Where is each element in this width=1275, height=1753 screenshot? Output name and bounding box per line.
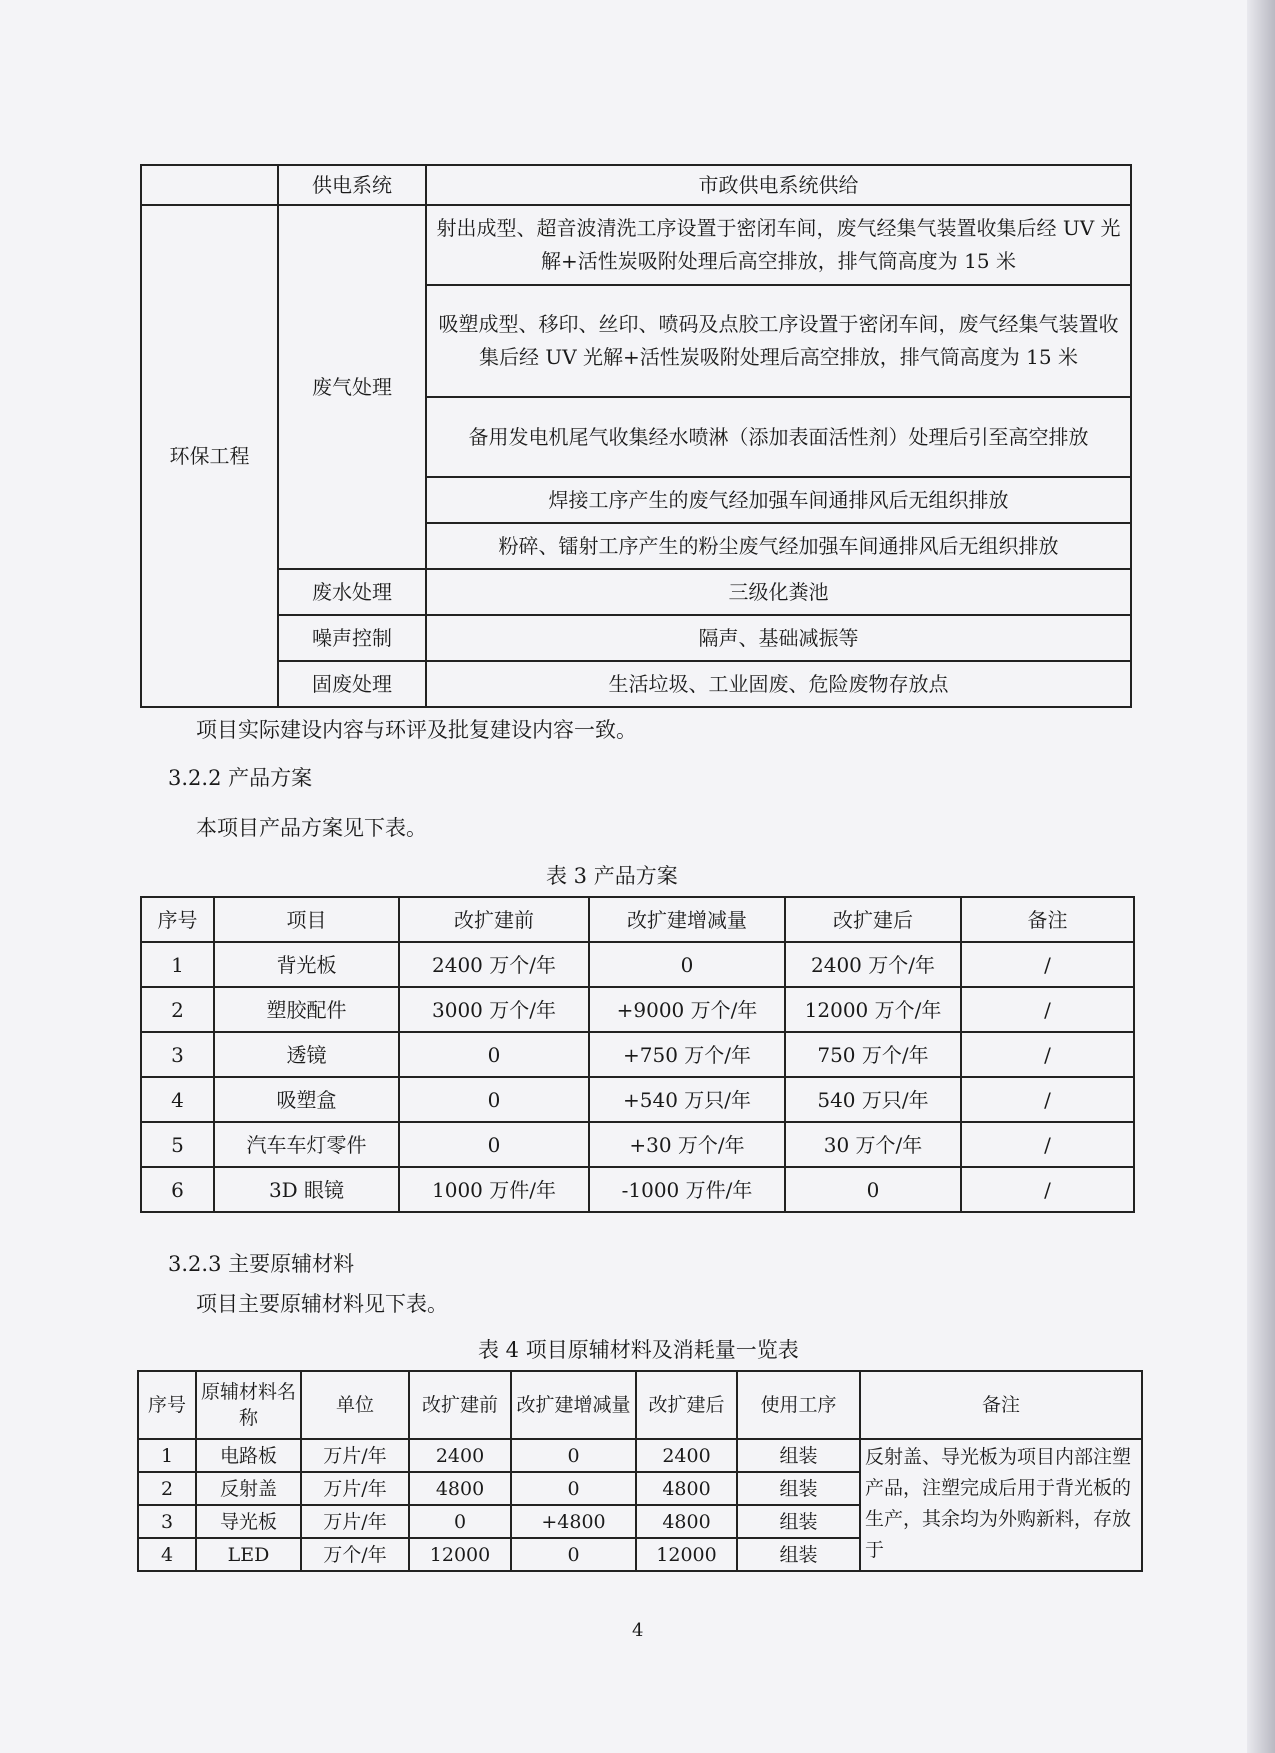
cell: 3000 万个/年 (399, 987, 589, 1032)
cell: 6 (141, 1167, 214, 1212)
table-row (141, 1167, 1134, 1212)
paragraph-consistency: 项目实际建设内容与环评及批复建设内容一致。 (196, 718, 637, 742)
th-note: 备注 (860, 1371, 1142, 1439)
th-seq: 序号 (138, 1371, 196, 1439)
section-heading-322: 3.2.2 产品方案 (168, 766, 313, 790)
env-works-table (140, 164, 1132, 708)
cell: 汽车车灯零件 (214, 1122, 399, 1167)
cell: 3 (138, 1505, 196, 1538)
env-sub-power: 供电系统 (278, 165, 426, 205)
env-category: 环保工程 (141, 205, 278, 707)
paragraph-material-intro: 项目主要原辅材料见下表。 (196, 1292, 448, 1316)
cell: 0 (409, 1505, 511, 1538)
cell: 3 (141, 1032, 214, 1077)
cell: 0 (785, 1167, 961, 1212)
cell: LED (196, 1538, 301, 1571)
cell: 30 万个/年 (785, 1122, 961, 1167)
page-edge-shadow (1247, 0, 1275, 1753)
cell: 2400 (636, 1439, 737, 1472)
page-number: 4 (632, 1620, 644, 1641)
env-text-gas-3: 备用发电机尾气收集经水喷淋（添加表面活性剂）处理后引至高空排放 (426, 397, 1131, 477)
th-before: 改扩建前 (399, 897, 589, 942)
cell: 0 (399, 1032, 589, 1077)
product-table (140, 896, 1135, 1213)
env-text-power: 市政供电系统供给 (426, 165, 1131, 205)
cell: 透镜 (214, 1032, 399, 1077)
cell: 万片/年 (301, 1439, 409, 1472)
table-row (138, 1439, 1142, 1472)
cell: 4 (138, 1538, 196, 1571)
cell: 背光板 (214, 942, 399, 987)
th-after: 改扩建后 (785, 897, 961, 942)
cell: 2400 (409, 1439, 511, 1472)
cell: / (961, 987, 1134, 1032)
cell: 0 (511, 1538, 636, 1571)
th-change: 改扩建增减量 (589, 897, 785, 942)
cell: 1 (138, 1439, 196, 1472)
material-table-header (138, 1371, 1142, 1439)
cell: 5 (141, 1122, 214, 1167)
env-sub-gas: 废气处理 (278, 205, 426, 569)
cell: 2400 万个/年 (785, 942, 961, 987)
cell: 3D 眼镜 (214, 1167, 399, 1212)
cell: 540 万只/年 (785, 1077, 961, 1122)
th-item: 项目 (214, 897, 399, 942)
cell: / (961, 1077, 1134, 1122)
cell: 12000 (636, 1538, 737, 1571)
cell: 0 (511, 1439, 636, 1472)
cell: 1000 万件/年 (399, 1167, 589, 1212)
env-text-gas-1: 射出成型、超音波清洗工序设置于密闭车间，废气经集气装置收集后经 UV 光解+活性炭吸附处理后高空排放，排气筒高度为 15 米 (426, 205, 1131, 285)
th-before: 改扩建前 (409, 1371, 511, 1439)
cell: 4800 (409, 1472, 511, 1505)
product-table-header (141, 897, 1134, 942)
cell: 0 (399, 1077, 589, 1122)
cell: 万个/年 (301, 1538, 409, 1571)
cell: 反射盖 (196, 1472, 301, 1505)
cell: 组装 (737, 1505, 860, 1538)
cell: 万片/年 (301, 1472, 409, 1505)
table-row (141, 1122, 1134, 1167)
env-sub-waste: 固废处理 (278, 661, 426, 707)
cell: +540 万只/年 (589, 1077, 785, 1122)
th-unit: 单位 (301, 1371, 409, 1439)
cell: 组装 (737, 1472, 860, 1505)
th-seq: 序号 (141, 897, 214, 942)
th-change: 改扩建增减量 (511, 1371, 636, 1439)
table-row (141, 942, 1134, 987)
table-row (141, 987, 1134, 1032)
table3-caption: 表 3 产品方案 (546, 864, 678, 888)
cell: 0 (589, 942, 785, 987)
cell: 导光板 (196, 1505, 301, 1538)
cell: 万片/年 (301, 1505, 409, 1538)
cell: / (961, 1032, 1134, 1077)
cell: +750 万个/年 (589, 1032, 785, 1077)
env-text-gas-4: 焊接工序产生的废气经加强车间通排风后无组织排放 (426, 477, 1131, 523)
cell: 4800 (636, 1472, 737, 1505)
material-table (137, 1370, 1143, 1572)
paragraph-product-intro: 本项目产品方案见下表。 (196, 816, 427, 840)
cell: 电路板 (196, 1439, 301, 1472)
cell: +9000 万个/年 (589, 987, 785, 1032)
cell: 吸塑盒 (214, 1077, 399, 1122)
cell: 组装 (737, 1439, 860, 1472)
cell: 0 (511, 1472, 636, 1505)
cell: / (961, 1167, 1134, 1212)
cell: +30 万个/年 (589, 1122, 785, 1167)
env-text-waste: 生活垃圾、工业固废、危险废物存放点 (426, 661, 1131, 707)
cell: / (961, 1122, 1134, 1167)
cell: 4800 (636, 1505, 737, 1538)
env-text-noise: 隔声、基础减振等 (426, 615, 1131, 661)
cell: 2 (141, 987, 214, 1032)
th-material: 原辅材料名称 (196, 1371, 301, 1439)
cell: 1 (141, 942, 214, 987)
env-text-gas-5: 粉碎、镭射工序产生的粉尘废气经加强车间通排风后无组织排放 (426, 523, 1131, 569)
cell: +4800 (511, 1505, 636, 1538)
cell: 0 (399, 1122, 589, 1167)
cell: 塑胶配件 (214, 987, 399, 1032)
table4-caption: 表 4 项目原辅材料及消耗量一览表 (478, 1338, 799, 1362)
cell: 12000 万个/年 (785, 987, 961, 1032)
table-row (141, 1077, 1134, 1122)
material-note: 反射盖、导光板为项目内部注塑产品，注塑完成后用于背光板的生产，其余均为外购新料，存放于 (860, 1439, 1142, 1571)
cell: -1000 万件/年 (589, 1167, 785, 1212)
th-note: 备注 (961, 897, 1134, 942)
cell: 2400 万个/年 (399, 942, 589, 987)
env-text-water: 三级化粪池 (426, 569, 1131, 615)
env-cell-blank (141, 165, 278, 205)
cell: 12000 (409, 1538, 511, 1571)
env-sub-noise: 噪声控制 (278, 615, 426, 661)
th-after: 改扩建后 (636, 1371, 737, 1439)
cell: 2 (138, 1472, 196, 1505)
env-text-gas-2: 吸塑成型、移印、丝印、喷码及点胶工序设置于密闭车间，废气经集气装置收集后经 UV 光解+活性炭吸附处理后高空排放，排气筒高度为 15 米 (426, 285, 1131, 397)
cell: / (961, 942, 1134, 987)
env-sub-water: 废水处理 (278, 569, 426, 615)
cell: 4 (141, 1077, 214, 1122)
section-heading-323: 3.2.3 主要原辅材料 (168, 1252, 355, 1276)
cell: 750 万个/年 (785, 1032, 961, 1077)
cell: 组装 (737, 1538, 860, 1571)
th-process: 使用工序 (737, 1371, 860, 1439)
table-row (141, 1032, 1134, 1077)
